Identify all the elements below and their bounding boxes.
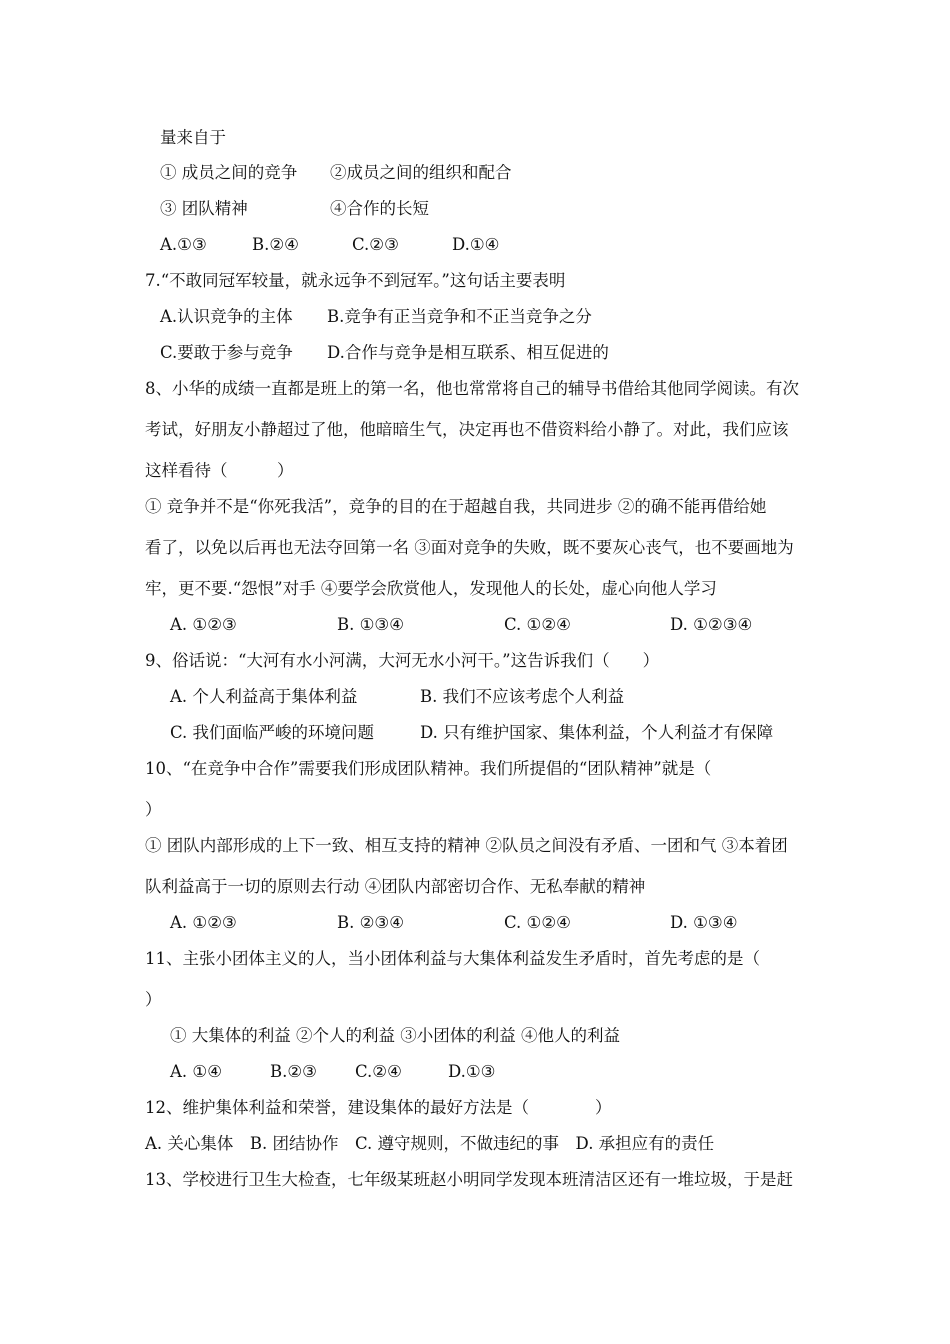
q10-option-a: A. ①②③ [170,913,237,932]
q7-option-c: C.要敢于参与竞争 [160,343,293,362]
q8-line-4: ① 竞争并不是“你死我活”，竞争的目的在于超越自我，共同进步 ②的确不能再借给她 [145,497,767,516]
q11-line-1: 11、主张小团体主义的人，当小团体利益与大集体利益发生矛盾时，首先考虑的是（ [145,949,760,968]
q6-option-b: B.②④ [252,235,299,254]
q12-options: A. 关心集体 B. 团结协作 C. 遵守规则，不做违纪的事 D. 承担应有的责任 [145,1134,715,1153]
q10-option-d: D. ①③④ [670,913,738,932]
q6-option-d: D.①④ [452,235,500,254]
q10-line-2: ） [145,800,162,819]
q11-option-b: B.②③ [270,1062,317,1081]
q8-line-3: 这样看待（ ） [145,461,294,480]
q8-line-1: 8、小华的成绩一直都是班上的第一名，他也常常将自己的辅导书借给其他同学阅读。有次 [145,379,799,398]
q7-option-b: B.竞争有正当竞争和不正当竞争之分 [327,307,592,326]
q10-line-4: 队利益高于一切的原则去行动 ④团队内部密切合作、无私奉献的精神 [145,877,646,896]
q10-option-b: B. ②③④ [337,913,404,932]
q7-stem: 7.“不敢同冠军较量，就永远争不到冠军。”这句话主要表明 [145,271,566,290]
q9-option-d: D. 只有维护国家、集体利益，个人利益才有保障 [420,723,774,742]
q9-stem: 9、俗话说：“大河有水小河满，大河无水小河干。”这告诉我们（ ） [145,651,660,670]
q8-option-a: A. ①②③ [170,615,237,634]
q9-option-b: B. 我们不应该考虑个人利益 [420,687,625,706]
q10-line-1: 10、“在竞争中合作”需要我们形成团队精神。我们所提倡的“团队精神”就是（ [145,759,712,778]
q8-option-c: C. ①②④ [504,615,571,634]
q11-statements: ① 大集体的利益 ②个人的利益 ③小团体的利益 ④他人的利益 [170,1026,620,1045]
q6-option-a: A.①③ [160,235,207,254]
q11-option-d: D.①③ [448,1062,496,1081]
q8-line-6: 牢，更不要.“怨恨”对手 ④要学会欣赏他人，发现他人的长处，虚心向他人学习 [145,579,717,598]
q11-line-2: ） [145,990,162,1009]
q6-stem-tail: 量来自于 [160,128,226,147]
q8-option-d: D. ①②③④ [670,615,753,634]
q11-option-a: A. ①④ [170,1062,222,1081]
q6-statement-3: ③ 团队精神 [160,199,248,218]
q7-option-a: A.认识竞争的主体 [160,307,293,326]
q9-option-a: A. 个人利益高于集体利益 [170,687,358,706]
q10-option-c: C. ①②④ [504,913,571,932]
q7-option-d: D.合作与竞争是相互联系、相互促进的 [327,343,609,362]
q11-option-c: C.②④ [355,1062,402,1081]
q8-option-b: B. ①③④ [337,615,404,634]
q13-line-1: 13、学校进行卫生大检查，七年级某班赵小明同学发现本班清洁区还有一堆垃圾，于是赶 [145,1170,793,1189]
q6-statement-2: ②成员之间的组织和配合 [330,163,512,182]
q8-line-2: 考试，好朋友小静超过了他，他暗暗生气，决定再也不借资料给小静了。对此，我们应该 [145,420,789,439]
q6-statement-4: ④合作的长短 [330,199,429,218]
q9-option-c: C. 我们面临严峻的环境问题 [170,723,375,742]
q10-line-3: ① 团队内部形成的上下一致、相互支持的精神 ②队员之间没有矛盾、一团和气 ③本着团 [145,836,788,855]
q8-line-5: 看了，以免以后再也无法夺回第一名 ③面对竞争的失败，既不要灰心丧气，也不要画地为 [145,538,794,557]
q6-option-c: C.②③ [352,235,399,254]
q6-statement-1: ① 成员之间的竞争 [160,163,298,182]
q12-stem: 12、维护集体利益和荣誉，建设集体的最好方法是（ ） [145,1098,612,1117]
